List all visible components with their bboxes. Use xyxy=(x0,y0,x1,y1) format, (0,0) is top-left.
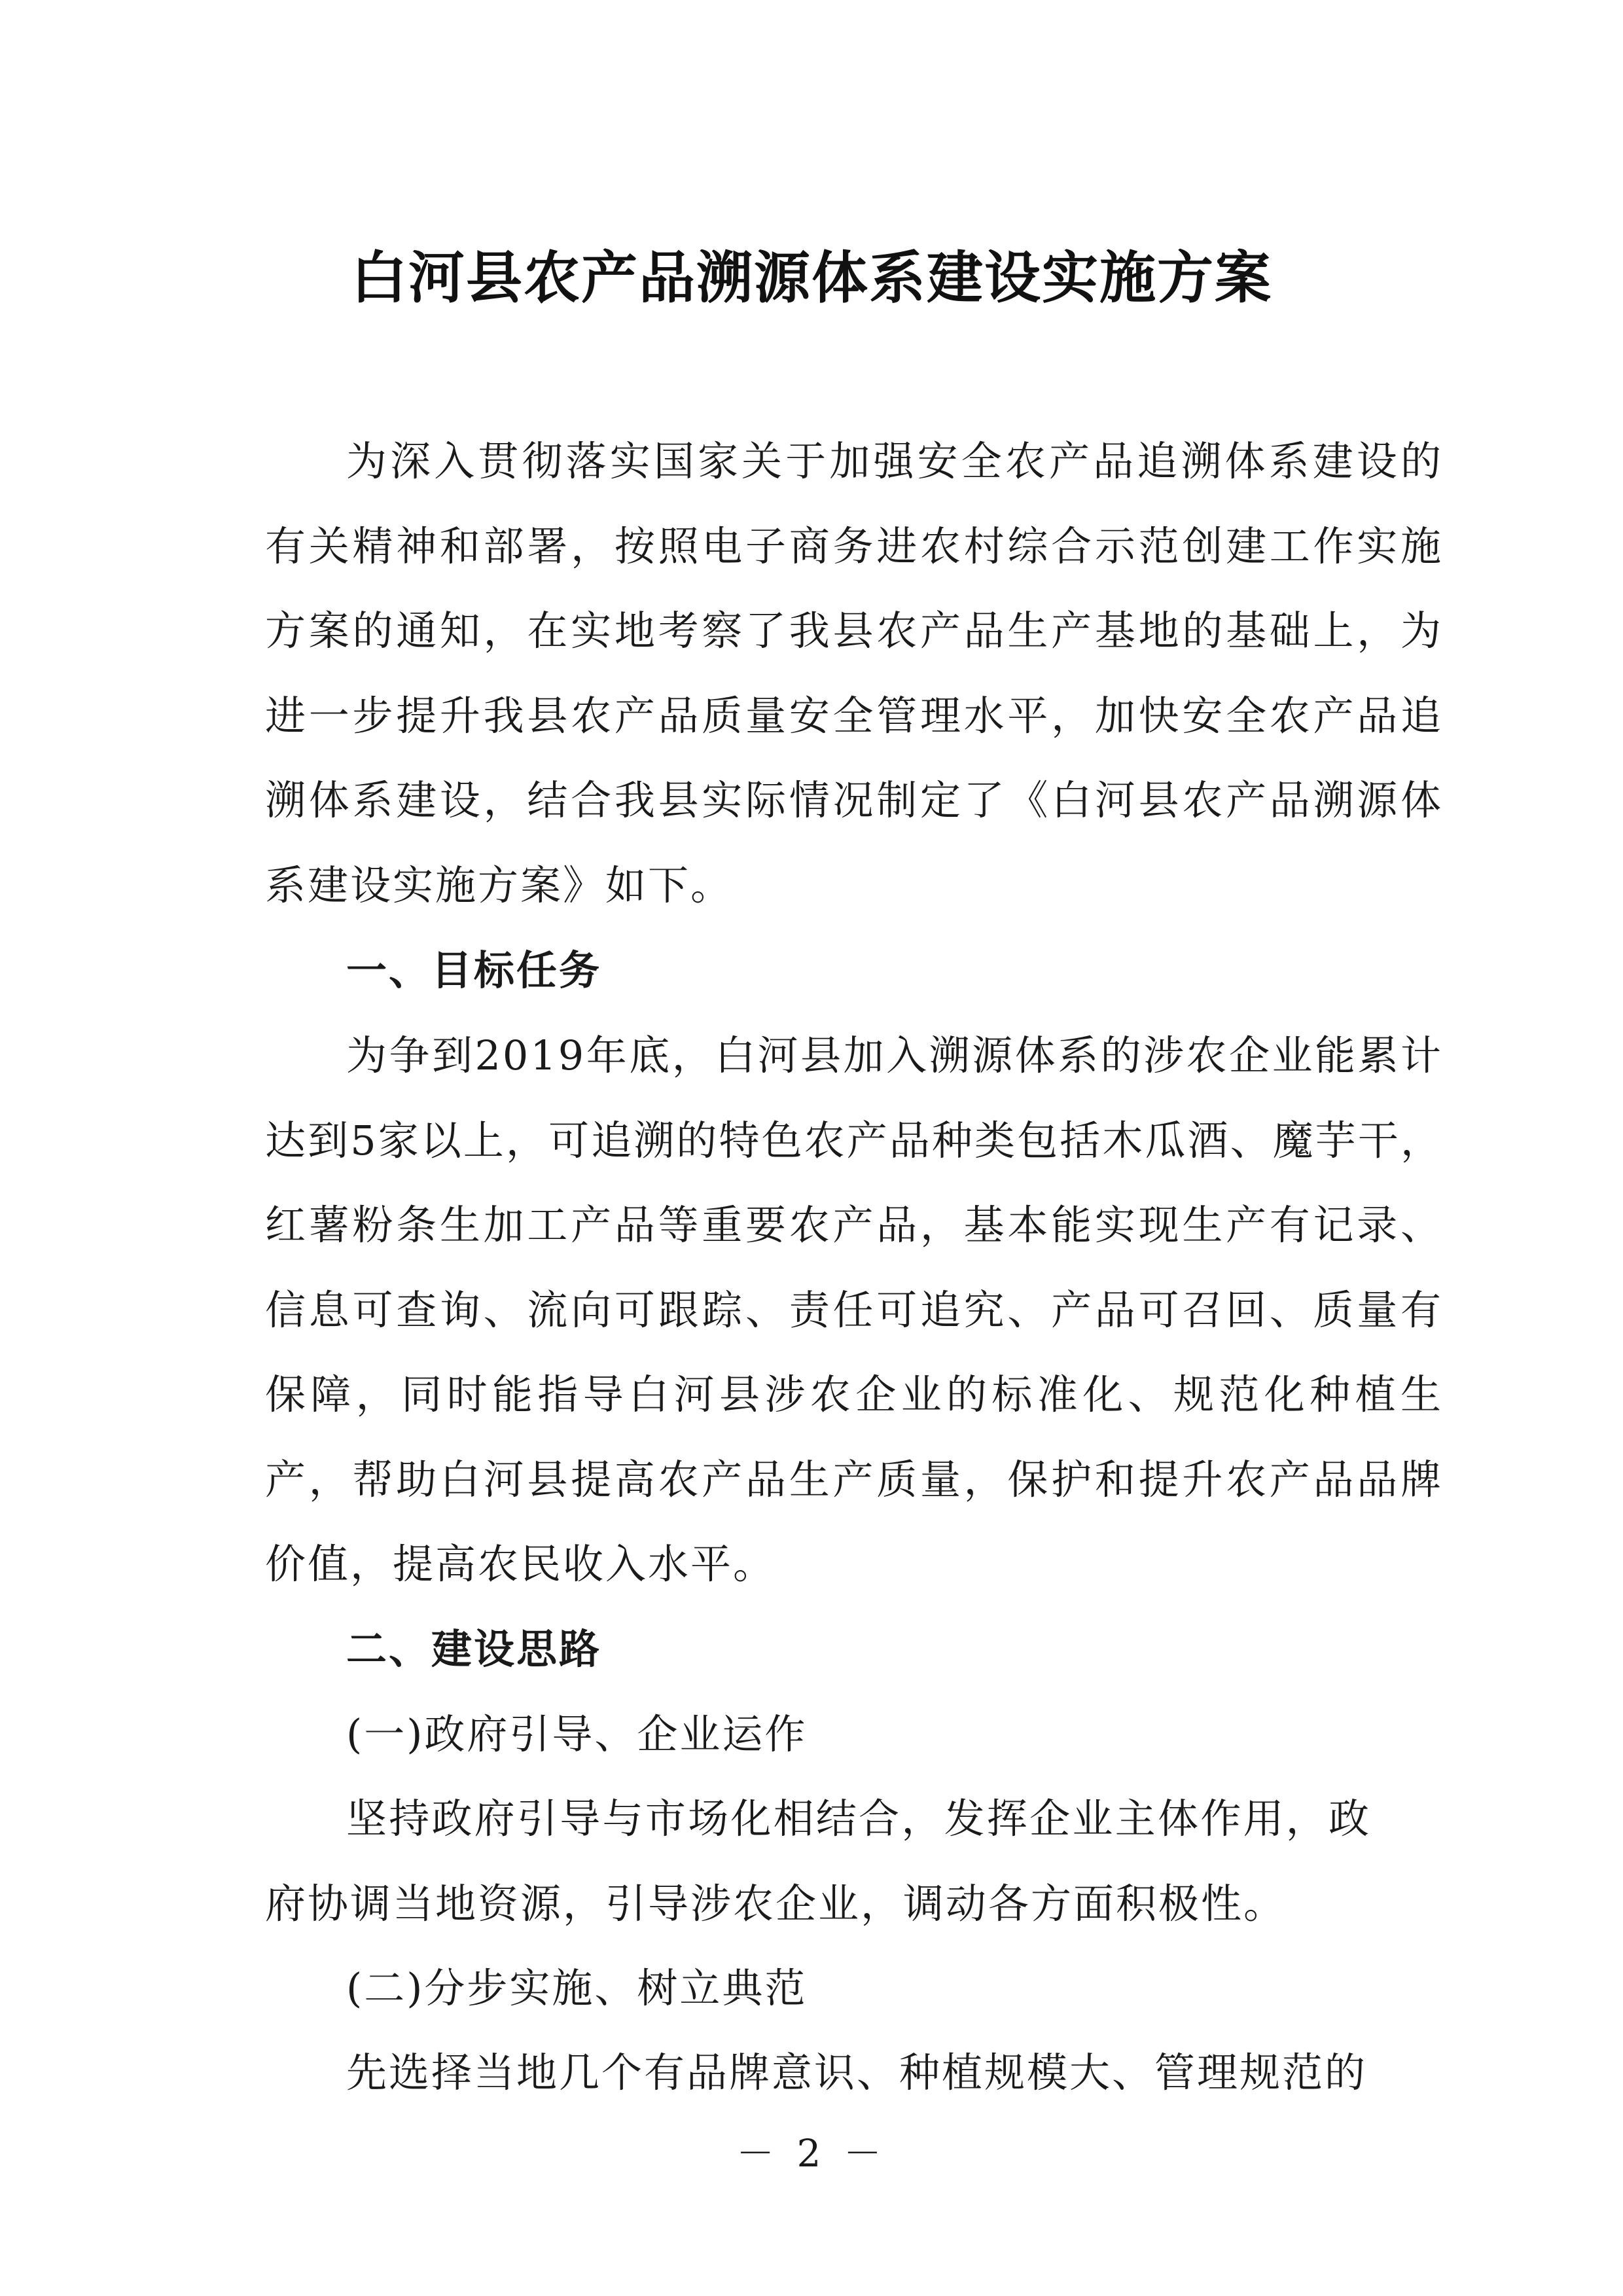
section-2-heading: 二、建设思路 xyxy=(346,1625,602,1673)
subsection-2-body: 先选择当地几个有品牌意识、种植规模大、管理规范的 xyxy=(346,2049,1368,2096)
section-1-body: 为争到2019年底，白河县加入溯源体系的涉农企业能累计达到5家以上，可追溯的特色农产品种类包括木瓜酒、魔芋干，红薯粉条生加工产品等重要农产品，基本能实现生产有记录、信息可查询、流向可跟踪、责任可追究、产品可召回、质量有保障，同时能指导白河县涉农企业的标准化、规范化种植生产，帮助白河县提高农产品生产质量，保护和提升农产品品牌价值，提高农民收入水平。 xyxy=(265,1031,1443,1588)
subsection-2-heading: (二)分步实施、树立典范 xyxy=(346,1964,808,2012)
page-number: － 2 － xyxy=(736,2131,887,2176)
document-title: 白河县农产品溯源体系建设实施方案 xyxy=(351,245,1272,311)
intro-paragraph: 为深入贯彻落实国家关于加强安全农产品追溯体系建设的有关精神和部署，按照电子商务进农村综合示范创建工作实施方案的通知，在实地考察了我县农产品生产基地的基础上，为进一步提升我县农产品质量安全管理水平，加快安全农产品追溯体系建设，结合我县实际情况制定了《白河县农产品溯源体系建设实施方案》如下。 xyxy=(265,437,1443,909)
subsection-1-body: 坚持政府引导与市场化相结合，发挥企业主体作用，政府协调当地资源，引导涉农企业，调动各方面积极性。 xyxy=(265,1795,1371,1928)
subsection-1-heading: (一)政府引导、企业运作 xyxy=(346,1710,808,1758)
section-1-heading: 一、目标任务 xyxy=(346,946,602,994)
